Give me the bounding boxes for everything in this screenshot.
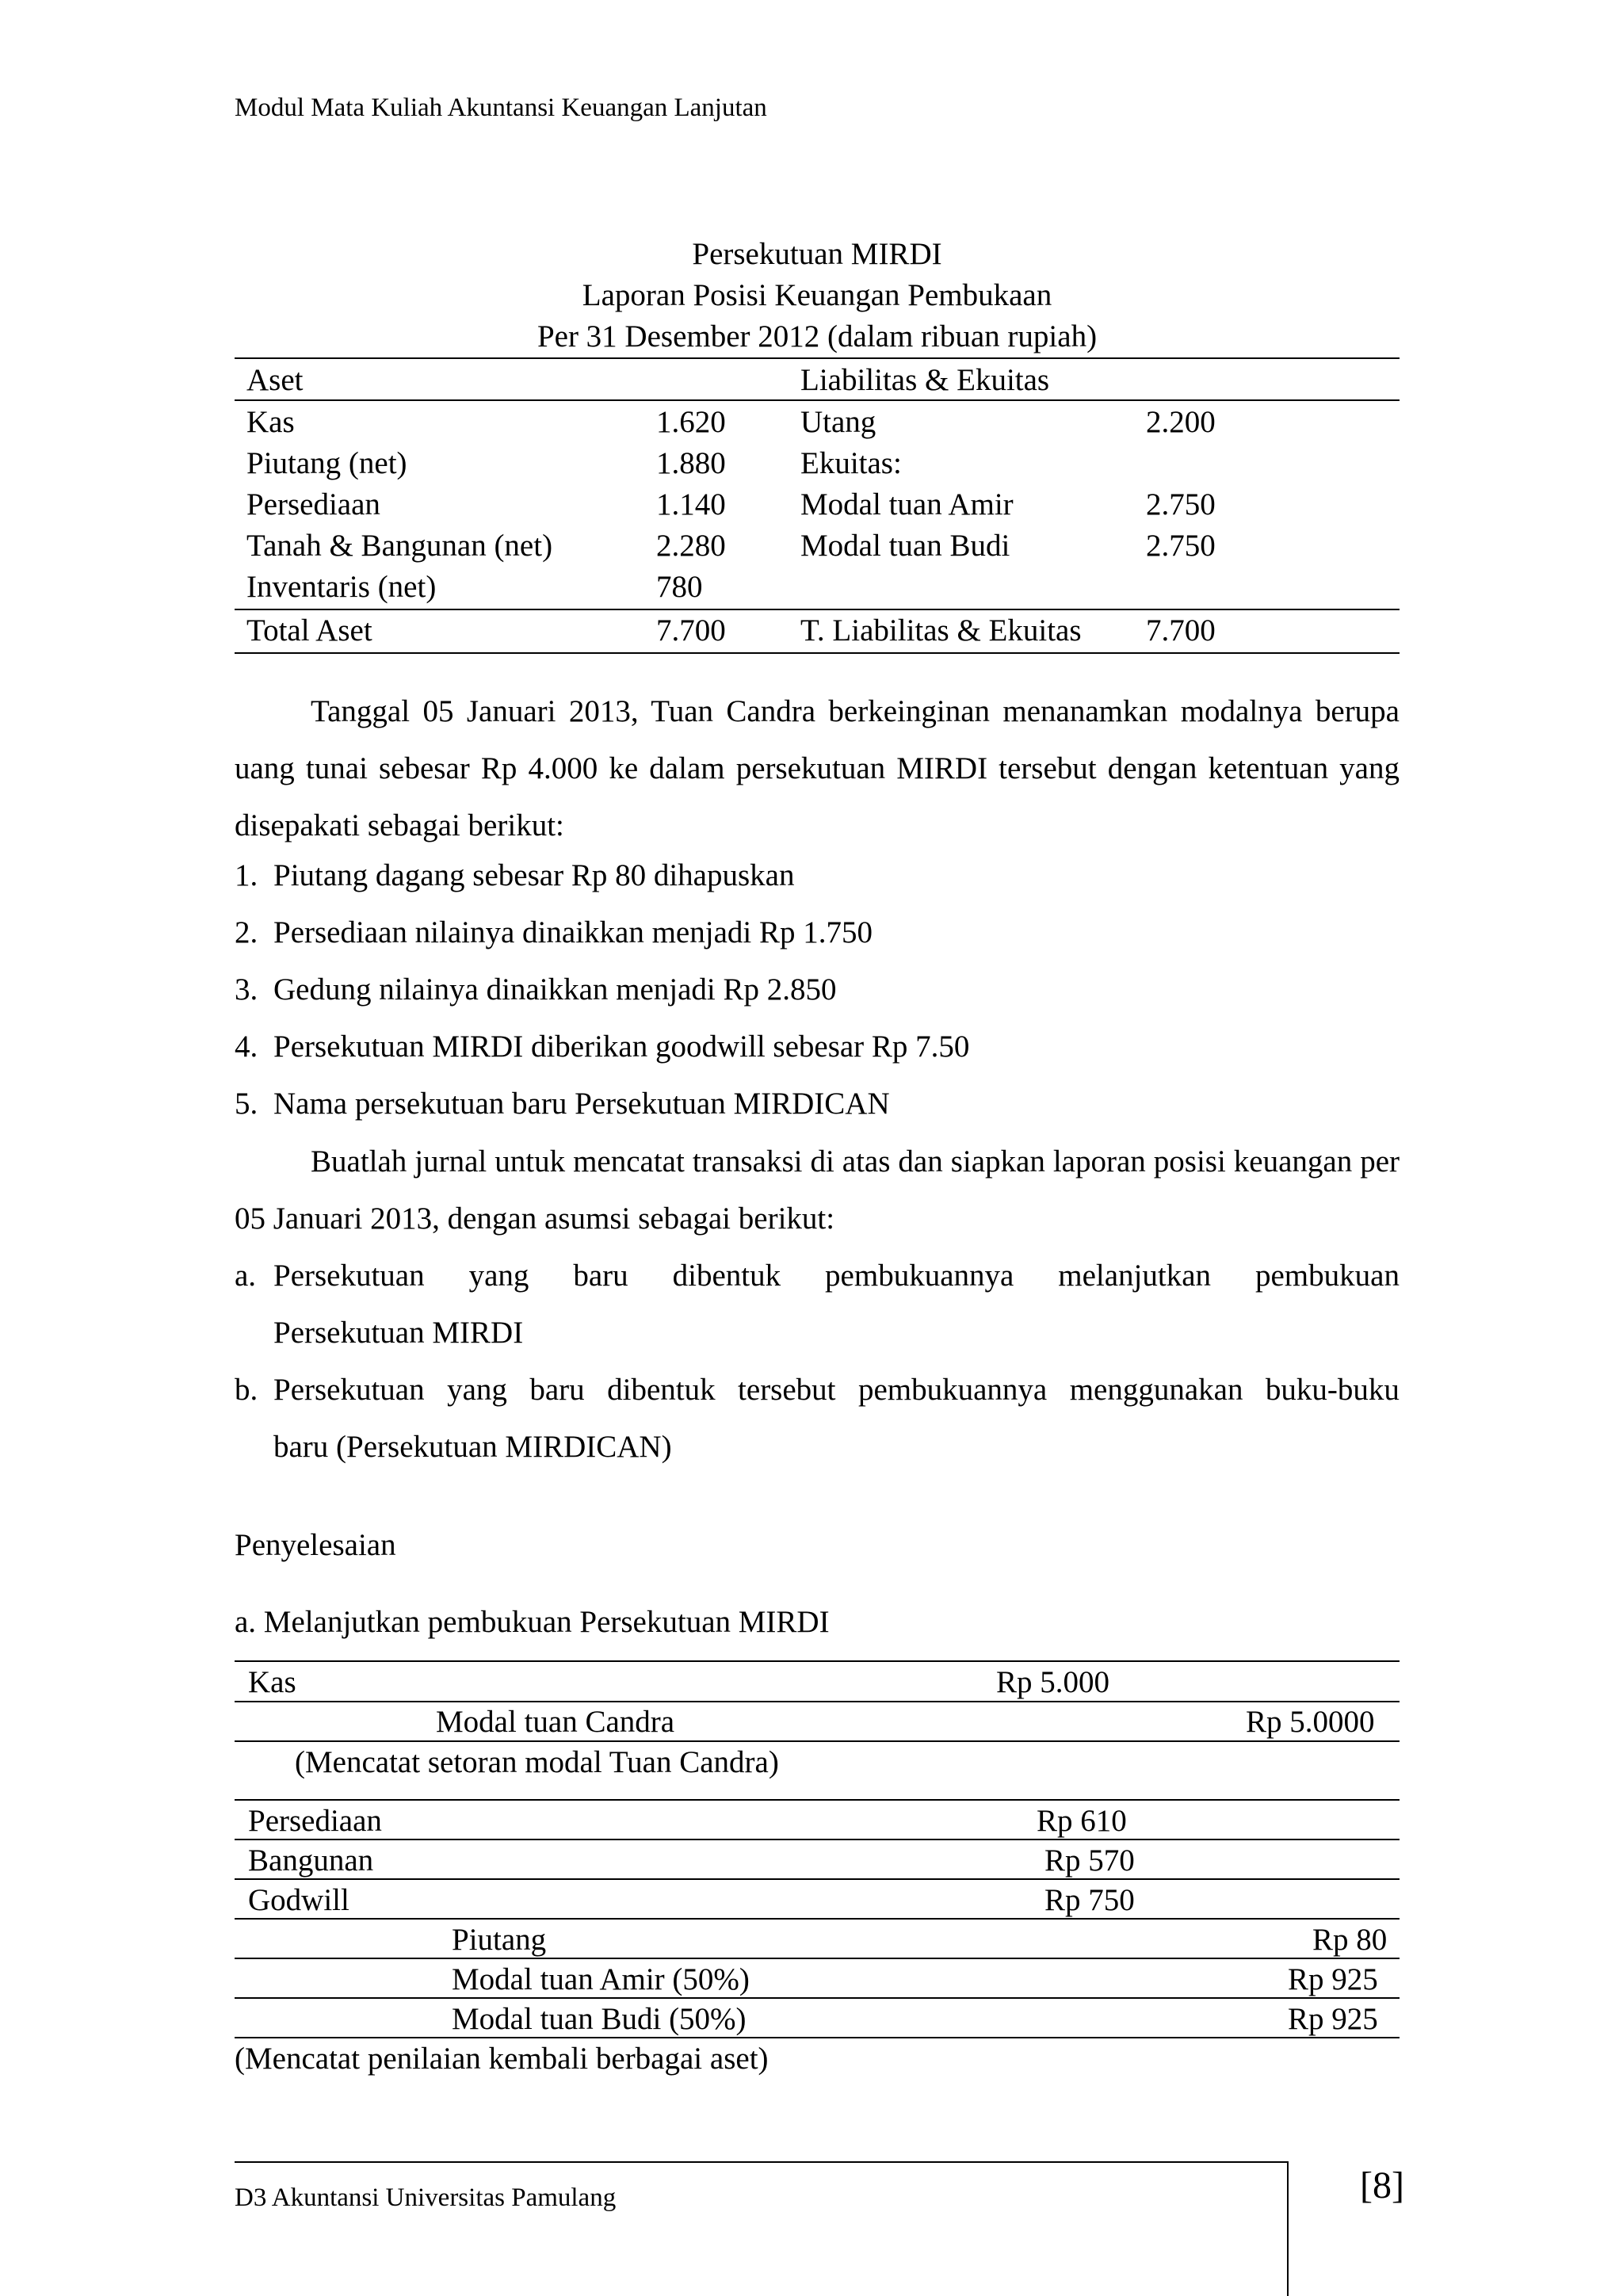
task-paragraph: Buatlah jurnal untuk mencatat transaksi di atas dan siapkan laporan posisi keuangan per 05 Januari 2013, dengan asumsi sebagai berikut: [235, 1144, 1400, 1236]
journal-note: (Mencatat penilaian kembali berbagai aset) [235, 2042, 769, 2076]
journal-note: (Mencatat setoran modal Tuan Candra) [295, 1745, 779, 1779]
assumption-a-line1: Persekutuan yang baru dibentuk pembukuannya melanjutkan pembukuan [273, 1259, 1400, 1293]
journal-debit-amount: Rp 570 [1044, 1843, 1135, 1878]
journal-debit-account: Bangunan [248, 1843, 374, 1878]
journal-credit-account: Modal tuan Candra [436, 1705, 675, 1739]
table-top-rule [235, 357, 1400, 359]
header-assets: Aset [246, 363, 304, 397]
footer-rule [235, 2161, 1289, 2163]
table-header-rule [235, 399, 1400, 401]
solution-a-heading: a. Melanjutkan pembukuan Persekutuan MIRDI [235, 1605, 830, 1639]
page-number: [8] [1360, 2164, 1404, 2206]
journal-debit-amount: Rp 5.000 [996, 1665, 1110, 1699]
journal-credit-account: Modal tuan Budi (50%) [452, 2002, 747, 2036]
journal-credit-amount: Rp 80 [1312, 1923, 1388, 1957]
journal-credit-amount: Rp 5.0000 [1246, 1705, 1375, 1739]
solution-heading: Penyelesaian [235, 1528, 396, 1562]
journal-credit-amount: Rp 925 [1288, 2002, 1378, 2036]
journal-credit-account: Modal tuan Amir (50%) [452, 1962, 750, 1996]
statement-title: Persekutuan MIRDI [692, 237, 942, 271]
journal-credit-amount: Rp 925 [1288, 1962, 1378, 1996]
statement-date: Per 31 Desember 2012 (dalam ribuan rupiah) [537, 319, 1098, 353]
assumption-b-line1: Persekutuan yang baru dibentuk tersebut pembukuannya menggunakan buku-buku [273, 1373, 1400, 1407]
table-bottom-rule [235, 652, 1400, 654]
journal-debit-account: Godwill [248, 1883, 349, 1917]
running-header: Modul Mata Kuliah Akuntansi Keuangan Lanjutan [235, 94, 767, 122]
table-total-rule [235, 609, 1400, 610]
journal-credit-account: Piutang [452, 1923, 547, 1957]
footer-vertical-rule [1287, 2161, 1289, 2296]
journal-debit-amount: Rp 610 [1037, 1804, 1127, 1838]
intro-paragraph: Tanggal 05 Januari 2013, Tuan Candra berkeinginan menanamkan modalnya berupa uang tunai sebesar Rp 4.000 ke dalam persekutuan MIRDI tersebut dengan ketentuan yang disepakati sebagai berikut: [235, 694, 1400, 842]
journal-debit-account: Kas [248, 1665, 296, 1699]
header-liabilities-equity: Liabilitas & Ekuitas [800, 363, 1050, 397]
journal-debit-account: Persediaan [248, 1804, 382, 1838]
statement-subtitle: Laporan Posisi Keuangan Pembukaan [582, 278, 1052, 312]
journal-debit-amount: Rp 750 [1044, 1883, 1135, 1917]
footer-text: D3 Akuntansi Universitas Pamulang [235, 2183, 617, 2212]
